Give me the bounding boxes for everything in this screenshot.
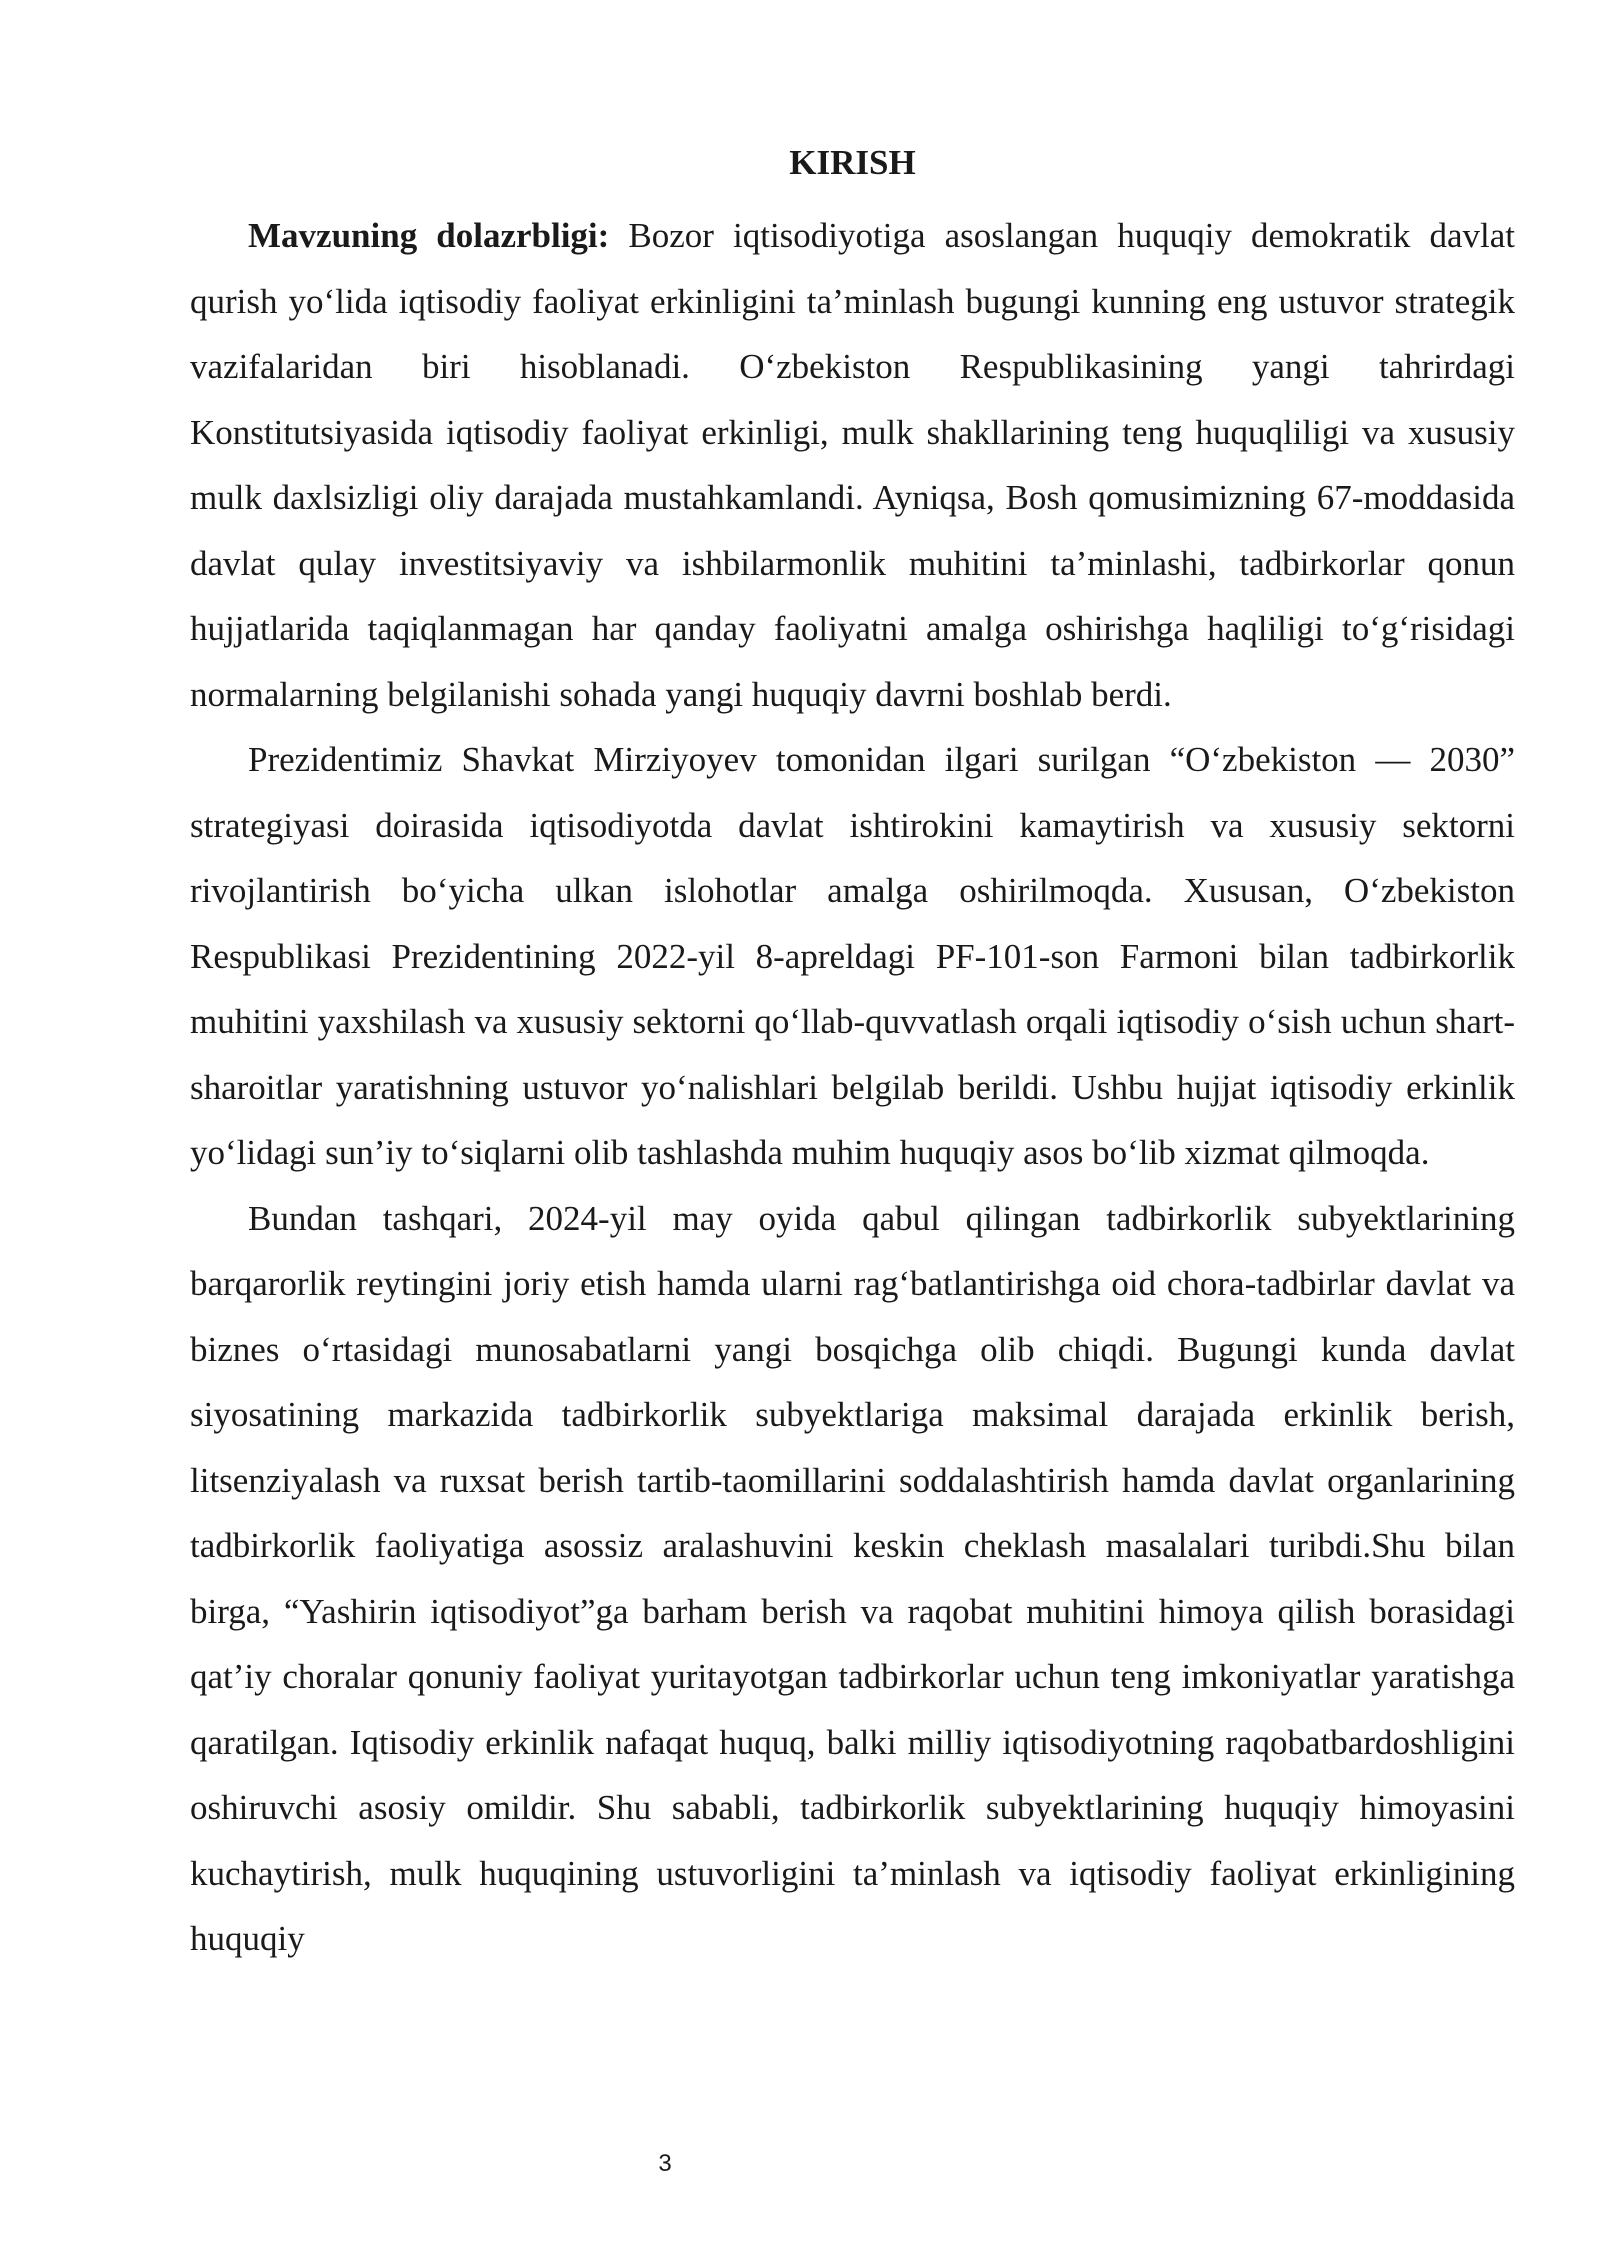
paragraph-text: Prezidentimiz Shavkat Mirziyoyev tomonidan ilgari surilgan “O‘zbekiston — 2030” strategiyasi doirasida iqtisodiyotda davlat ishtirokini kamaytirish va xususiy sektorni rivojlantirish bo‘yicha ulkan islohotlar amalga oshirilmoqda. Xususan, O‘zbekiston Respublikasi Prezidentining 2022-yil 8-apreldagi PF-101-son Farmoni bilan tadbirkorlik muhitini yaxshilash va xususiy sektorni qo‘llab-quvvatlash orqali iqtisodiy o‘sish uchun shart-sharoitlar yaratishning ustuvor yo‘nalishlari belgilab berildi. Ushbu hujjat iqtisodiy erkinlik yo‘lidagi sun’iy to‘siqlarni olib tashlashda muhim huquqiy asos bo‘lib xizmat qilmoqda. [190,740,1515,1172]
paragraph-reforms [190,1186,1515,1972]
paragraph-relevance [190,203,1515,727]
paragraph-strategy [190,727,1515,1186]
text-body [190,138,1515,1972]
paragraph-lead: Mavzuning dolazrbligi: [248,216,610,255]
paragraph-text: Bozor iqtisodiyotiga asoslangan huquqiy demokratik davlat qurish yo‘lida iqtisodiy faoliyat erkinligini ta’minlash bugungi kunning eng ustuvor strategik vazifalaridan biri hisoblanadi. O‘zbekiston Respublikasining yangi tahrirdagi Konstitutsiyasida iqtisodiy faoliyat erkinligi, mulk shakllarining teng huquqliligi va xususiy mulk daxlsizligi oliy darajada mustahkamlandi. Ayniqsa, Bosh qomusimizning 67-moddasida davlat qulay investitsiyaviy va ishbilarmonlik muhitini ta’minlashi, tadbirkorlar qonun hujjatlarida taqiqlanmagan har qanday faoliyatni amalga oshirishga haqliligi to‘g‘risidagi normalarning belgilanishi sohada yangi huquqiy davrni boshlab berdi. [190,216,1515,714]
paragraph-text: Bundan tashqari, 2024-yil may oyida qabul qilingan tadbirkorlik subyektlarining barqarorlik reytingini joriy etish hamda ularni rag‘batlantirishga oid chora-tadbirlar davlat va biznes o‘rtasidagi munosabatlarni yangi bosqichga olib chiqdi. Bugungi kunda davlat siyosatining markazida tadbirkorlik subyektlariga maksimal darajada erkinlik berish, litsenziyalash va ruxsat berish tartib-taomillarini soddalashtirish hamda davlat organlarining tadbirkorlik faoliyatiga asossiz aralashuvini keskin cheklash masalalari turibdi.Shu bilan birga, “Yashirin iqtisodiyot”ga barham berish va raqobat muhitini himoya qilish borasidagi qat’iy choralar qonuniy faoliyat yuritayotgan tadbirkorlar uchun teng imkoniyatlar yaratishga qaratilgan. Iqtisodiy erkinlik nafaqat huquq, balki milliy iqtisodiyotning raqobatbardoshligini oshiruvchi asosiy omildir. Shu sababli, tadbirkorlik subyektlarining huquqiy himoyasini kuchaytirish, mulk huquqining ustuvorligini ta’minlash va iqtisodiy faoliyat erkinligining huquqiy [190,1198,1515,1958]
page-heading: KIRISH [789,143,916,182]
page-number: 3 [658,2150,672,2177]
